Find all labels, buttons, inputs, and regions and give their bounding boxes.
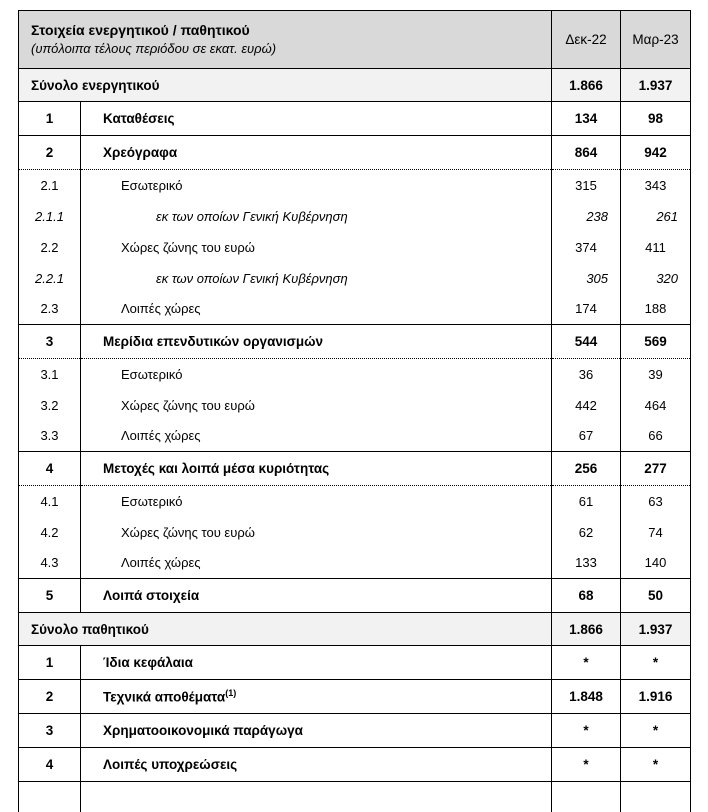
row-label: Εσωτερικό xyxy=(81,486,552,517)
row-number: 1 xyxy=(19,102,81,136)
row-label: Χρεόγραφα xyxy=(81,136,552,170)
blank-cell-label xyxy=(81,782,552,812)
row-label: Μετοχές και λοιπά μέσα κυριότητας xyxy=(81,452,552,486)
liabilities-total-row xyxy=(19,613,691,646)
row-value-dec22: 256 xyxy=(552,452,621,486)
row-value-mar23: 66 xyxy=(621,421,691,452)
row-value-mar23: 98 xyxy=(621,102,691,136)
row-value-mar23: 464 xyxy=(621,390,691,421)
table-row xyxy=(19,232,691,263)
row-number: 4.1 xyxy=(19,486,81,517)
row-label xyxy=(81,748,552,782)
assets-total-row xyxy=(19,69,691,102)
row-label: Εσωτερικό xyxy=(81,170,552,201)
row-value-mar23: * xyxy=(621,646,691,680)
row-label: Λοιπές χώρες xyxy=(81,294,552,325)
table-row xyxy=(19,170,691,201)
table-row xyxy=(19,579,691,613)
assets-total-label: Σύνολο ενεργητικού xyxy=(19,69,552,102)
row-number: 4.2 xyxy=(19,517,81,548)
row-label: Λοιπά στοιχεία xyxy=(81,579,552,613)
header-title-main: Στοιχεία ενεργητικού / παθητικού xyxy=(31,21,250,38)
table-row xyxy=(19,421,691,452)
row-value-dec22: 36 xyxy=(552,359,621,390)
row-label-text: Ίδια κεφάλαια xyxy=(103,655,193,670)
row-value-mar23: 39 xyxy=(621,359,691,390)
row-number: 2 xyxy=(19,136,81,170)
column-header-mar23: Μαρ-23 xyxy=(621,11,691,69)
row-label-text: Τεχνικά αποθέματα xyxy=(103,689,226,705)
row-value-dec22: 1.848 xyxy=(552,680,621,714)
row-value-mar23: 277 xyxy=(621,452,691,486)
row-label: εκ των οποίων Γενική Κυβέρνηση xyxy=(81,263,552,294)
row-value-dec22: 374 xyxy=(552,232,621,263)
column-header-dec22: Δεκ-22 xyxy=(552,11,621,69)
row-number: 4.3 xyxy=(19,548,81,579)
table-row xyxy=(19,294,691,325)
blank-cell-v2 xyxy=(621,782,691,812)
row-value-mar23: 188 xyxy=(621,294,691,325)
row-value-dec22: 174 xyxy=(552,294,621,325)
row-value-dec22: * xyxy=(552,646,621,680)
row-value-dec22: 315 xyxy=(552,170,621,201)
row-value-dec22: 133 xyxy=(552,548,621,579)
row-number: 2.1 xyxy=(19,170,81,201)
row-value-dec22: * xyxy=(552,748,621,782)
row-value-mar23: 140 xyxy=(621,548,691,579)
row-value-mar23: 320 xyxy=(621,263,691,294)
table-row xyxy=(19,646,691,680)
row-value-dec22: 442 xyxy=(552,390,621,421)
row-value-dec22: 544 xyxy=(552,325,621,359)
row-number: 2.3 xyxy=(19,294,81,325)
row-label xyxy=(81,714,552,748)
row-number: 2 xyxy=(19,680,81,714)
row-number: 2.2 xyxy=(19,232,81,263)
blank-cell-v1 xyxy=(552,782,621,812)
row-value-dec22: 68 xyxy=(552,579,621,613)
row-label xyxy=(81,680,552,714)
row-value-mar23: 50 xyxy=(621,579,691,613)
row-value-dec22: * xyxy=(552,714,621,748)
table-row xyxy=(19,486,691,517)
table-row xyxy=(19,680,691,714)
liabilities-total-value-dec22: 1.866 xyxy=(552,613,621,646)
table-row xyxy=(19,517,691,548)
table-row xyxy=(19,548,691,579)
table-row xyxy=(19,136,691,170)
row-number: 1 xyxy=(19,646,81,680)
row-value-mar23: 74 xyxy=(621,517,691,548)
table-row xyxy=(19,714,691,748)
row-value-dec22: 134 xyxy=(552,102,621,136)
table-row xyxy=(19,102,691,136)
row-label: Μερίδια επενδυτικών οργανισμών xyxy=(81,325,552,359)
row-value-mar23: 942 xyxy=(621,136,691,170)
row-label: Χώρες ζώνης του ευρώ xyxy=(81,232,552,263)
row-number: 4 xyxy=(19,452,81,486)
row-label-text: Λοιπές υποχρεώσεις xyxy=(103,757,238,772)
row-label: Λοιπές χώρες xyxy=(81,421,552,452)
liabilities-total-label: Σύνολο παθητικού xyxy=(19,613,552,646)
liabilities-total-value-mar23: 1.937 xyxy=(621,613,691,646)
row-number: 2.2.1 xyxy=(19,263,81,294)
row-number: 3.1 xyxy=(19,359,81,390)
row-number: 5 xyxy=(19,579,81,613)
table-row xyxy=(19,325,691,359)
row-value-dec22: 864 xyxy=(552,136,621,170)
table-header-row xyxy=(19,11,691,69)
table-row xyxy=(19,452,691,486)
row-number: 2.1.1 xyxy=(19,201,81,232)
row-value-mar23: 343 xyxy=(621,170,691,201)
row-value-dec22: 61 xyxy=(552,486,621,517)
row-number: 4 xyxy=(19,748,81,782)
row-label: Καταθέσεις xyxy=(81,102,552,136)
table-row xyxy=(19,263,691,294)
row-value-mar23: 569 xyxy=(621,325,691,359)
row-label: εκ των οποίων Γενική Κυβέρνηση xyxy=(81,201,552,232)
row-label: Εσωτερικό xyxy=(81,359,552,390)
row-value-mar23: 1.916 xyxy=(621,680,691,714)
row-number: 3 xyxy=(19,714,81,748)
header-title-sub: (υπόλοιπα τέλους περιόδου σε εκατ. ευρώ) xyxy=(31,41,277,57)
row-value-mar23: 411 xyxy=(621,232,691,263)
row-value-mar23: * xyxy=(621,748,691,782)
blank-cell-num xyxy=(19,782,81,812)
row-label xyxy=(81,646,552,680)
balance-sheet-table xyxy=(18,10,691,812)
row-value-mar23: * xyxy=(621,714,691,748)
row-label: Χώρες ζώνης του ευρώ xyxy=(81,390,552,421)
row-value-dec22: 305 xyxy=(552,263,621,294)
row-label: Χώρες ζώνης του ευρώ xyxy=(81,517,552,548)
row-value-dec22: 67 xyxy=(552,421,621,452)
row-value-dec22: 62 xyxy=(552,517,621,548)
row-label: Λοιπές χώρες xyxy=(81,548,552,579)
assets-total-value-mar23: 1.937 xyxy=(621,69,691,102)
table-row xyxy=(19,201,691,232)
trailing-blank-row xyxy=(19,782,691,812)
assets-total-value-dec22: 1.866 xyxy=(552,69,621,102)
row-value-mar23: 63 xyxy=(621,486,691,517)
row-value-dec22: 238 xyxy=(552,201,621,232)
row-number: 3 xyxy=(19,325,81,359)
table-row xyxy=(19,390,691,421)
header-title-cell xyxy=(19,11,552,69)
row-value-mar23: 261 xyxy=(621,201,691,232)
footnote-marker: (1) xyxy=(225,688,237,699)
table-row xyxy=(19,748,691,782)
row-label-text: Χρηματοοικονομικά παράγωγα xyxy=(103,723,303,738)
table-body xyxy=(19,11,691,102)
row-number: 3.2 xyxy=(19,390,81,421)
row-number: 3.3 xyxy=(19,421,81,452)
table-row xyxy=(19,359,691,390)
